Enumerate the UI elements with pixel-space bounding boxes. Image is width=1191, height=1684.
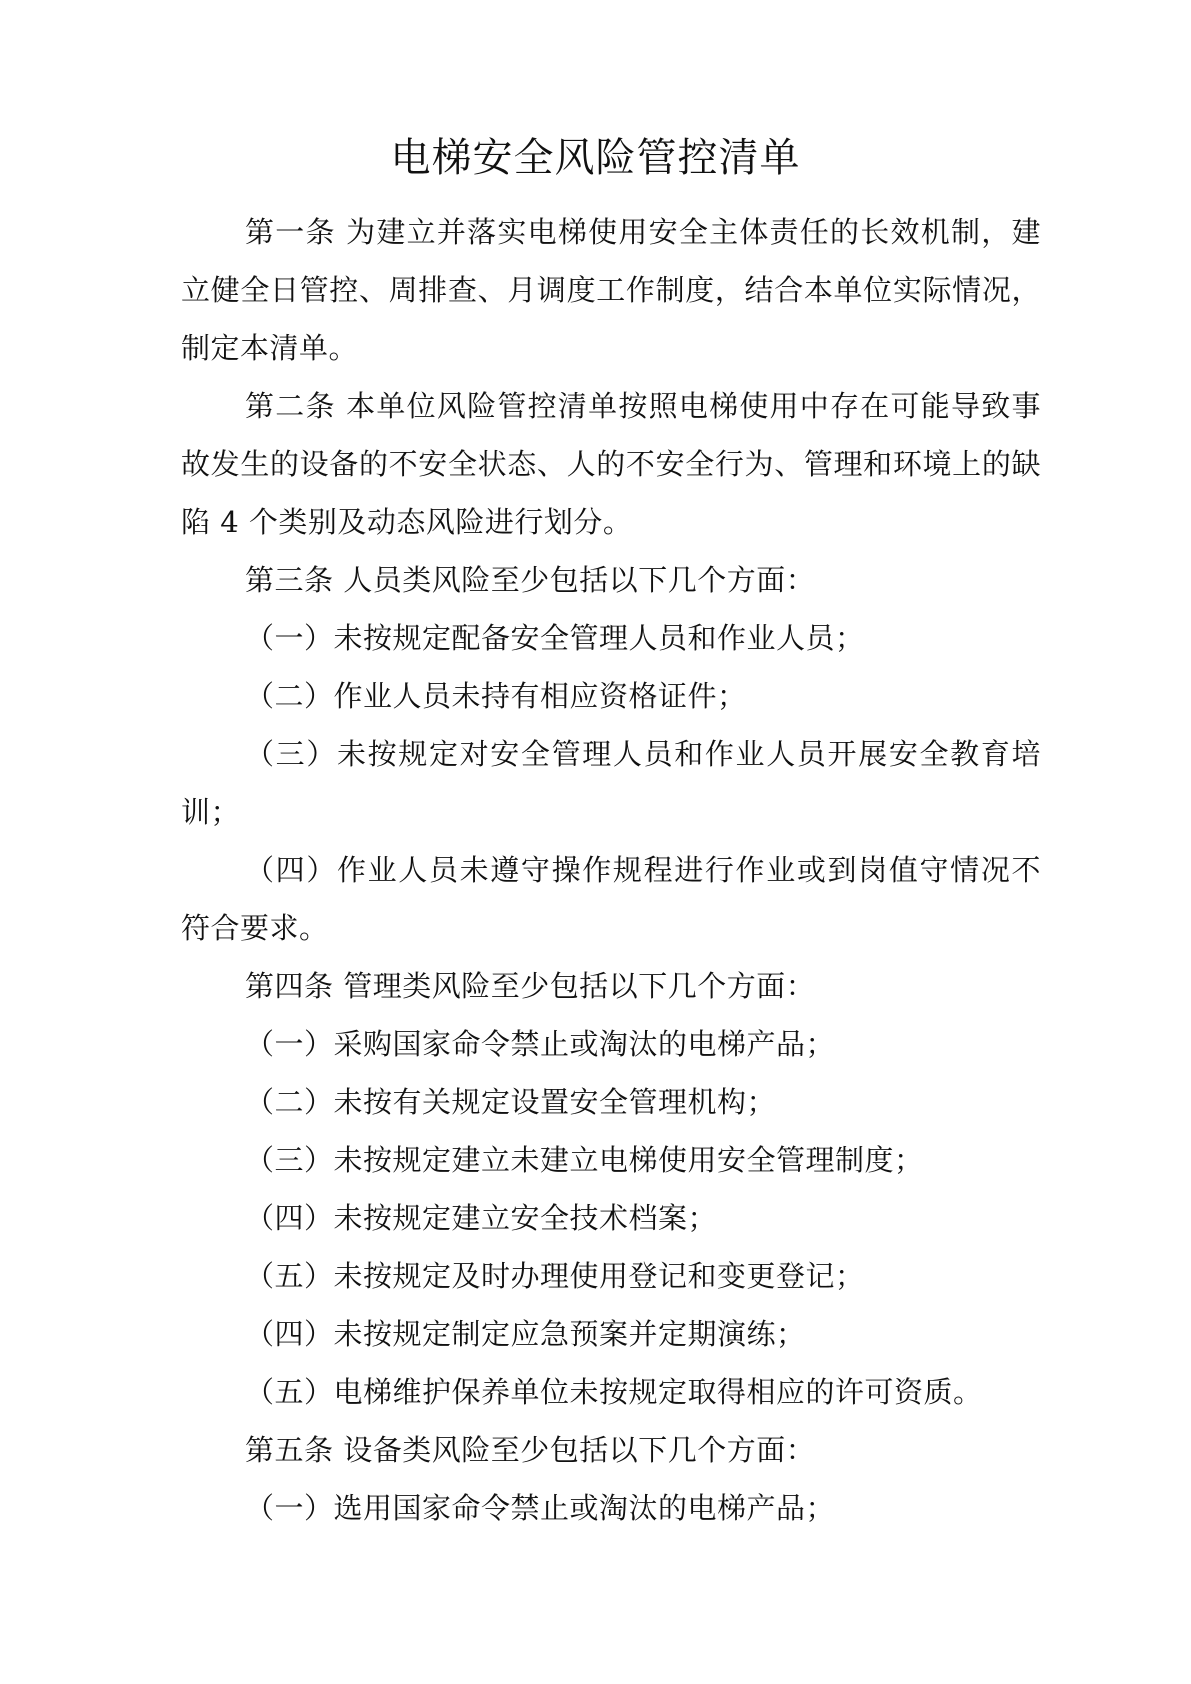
list-item: （二）作业人员未持有相应资格证件； [245, 679, 747, 713]
list-item: （一）未按规定配备安全管理人员和作业人员； [245, 621, 865, 655]
article-5-heading: 第五条 设备类风险至少包括以下几个方面： [245, 1433, 816, 1467]
article-1-paragraph: 第一条 为建立并落实电梯使用安全主体责任的长效机制，建立健全日管控、周排查、月调度工作制度，结合本单位实际情况，制定本清单。 [181, 215, 1041, 365]
list-item: （五）未按规定及时办理使用登记和变更登记； [245, 1259, 865, 1293]
list-item: （四）未按规定制定应急预案并定期演练； [245, 1317, 806, 1351]
list-item: （三）未按规定对安全管理人员和作业人员开展安全教育培训； [181, 737, 1041, 829]
list-item: （四）未按规定建立安全技术档案； [245, 1201, 718, 1235]
article-4-heading: 第四条 管理类风险至少包括以下几个方面： [245, 969, 816, 1003]
list-item: （五）电梯维护保养单位未按规定取得相应的许可资质。 [245, 1375, 983, 1409]
list-item: （二）未按有关规定设置安全管理机构； [245, 1085, 777, 1119]
list-item: （一）采购国家命令禁止或淘汰的电梯产品； [245, 1027, 836, 1061]
list-item: （三）未按规定建立未建立电梯使用安全管理制度； [245, 1143, 924, 1177]
document-body [181, 203, 1041, 1537]
list-item: （一）选用国家命令禁止或淘汰的电梯产品； [245, 1491, 836, 1525]
article-3-heading: 第三条 人员类风险至少包括以下几个方面： [245, 563, 816, 597]
article-2-paragraph: 第二条 本单位风险管控清单按照电梯使用中存在可能导致事故发生的设备的不安全状态、人的不安全行为、管理和环境上的缺陷 4 个类别及动态风险进行划分。 [181, 389, 1041, 539]
list-item: （四）作业人员未遵守操作规程进行作业或到岗值守情况不符合要求。 [181, 853, 1041, 945]
page-title: 电梯安全风险管控清单 [390, 135, 801, 181]
